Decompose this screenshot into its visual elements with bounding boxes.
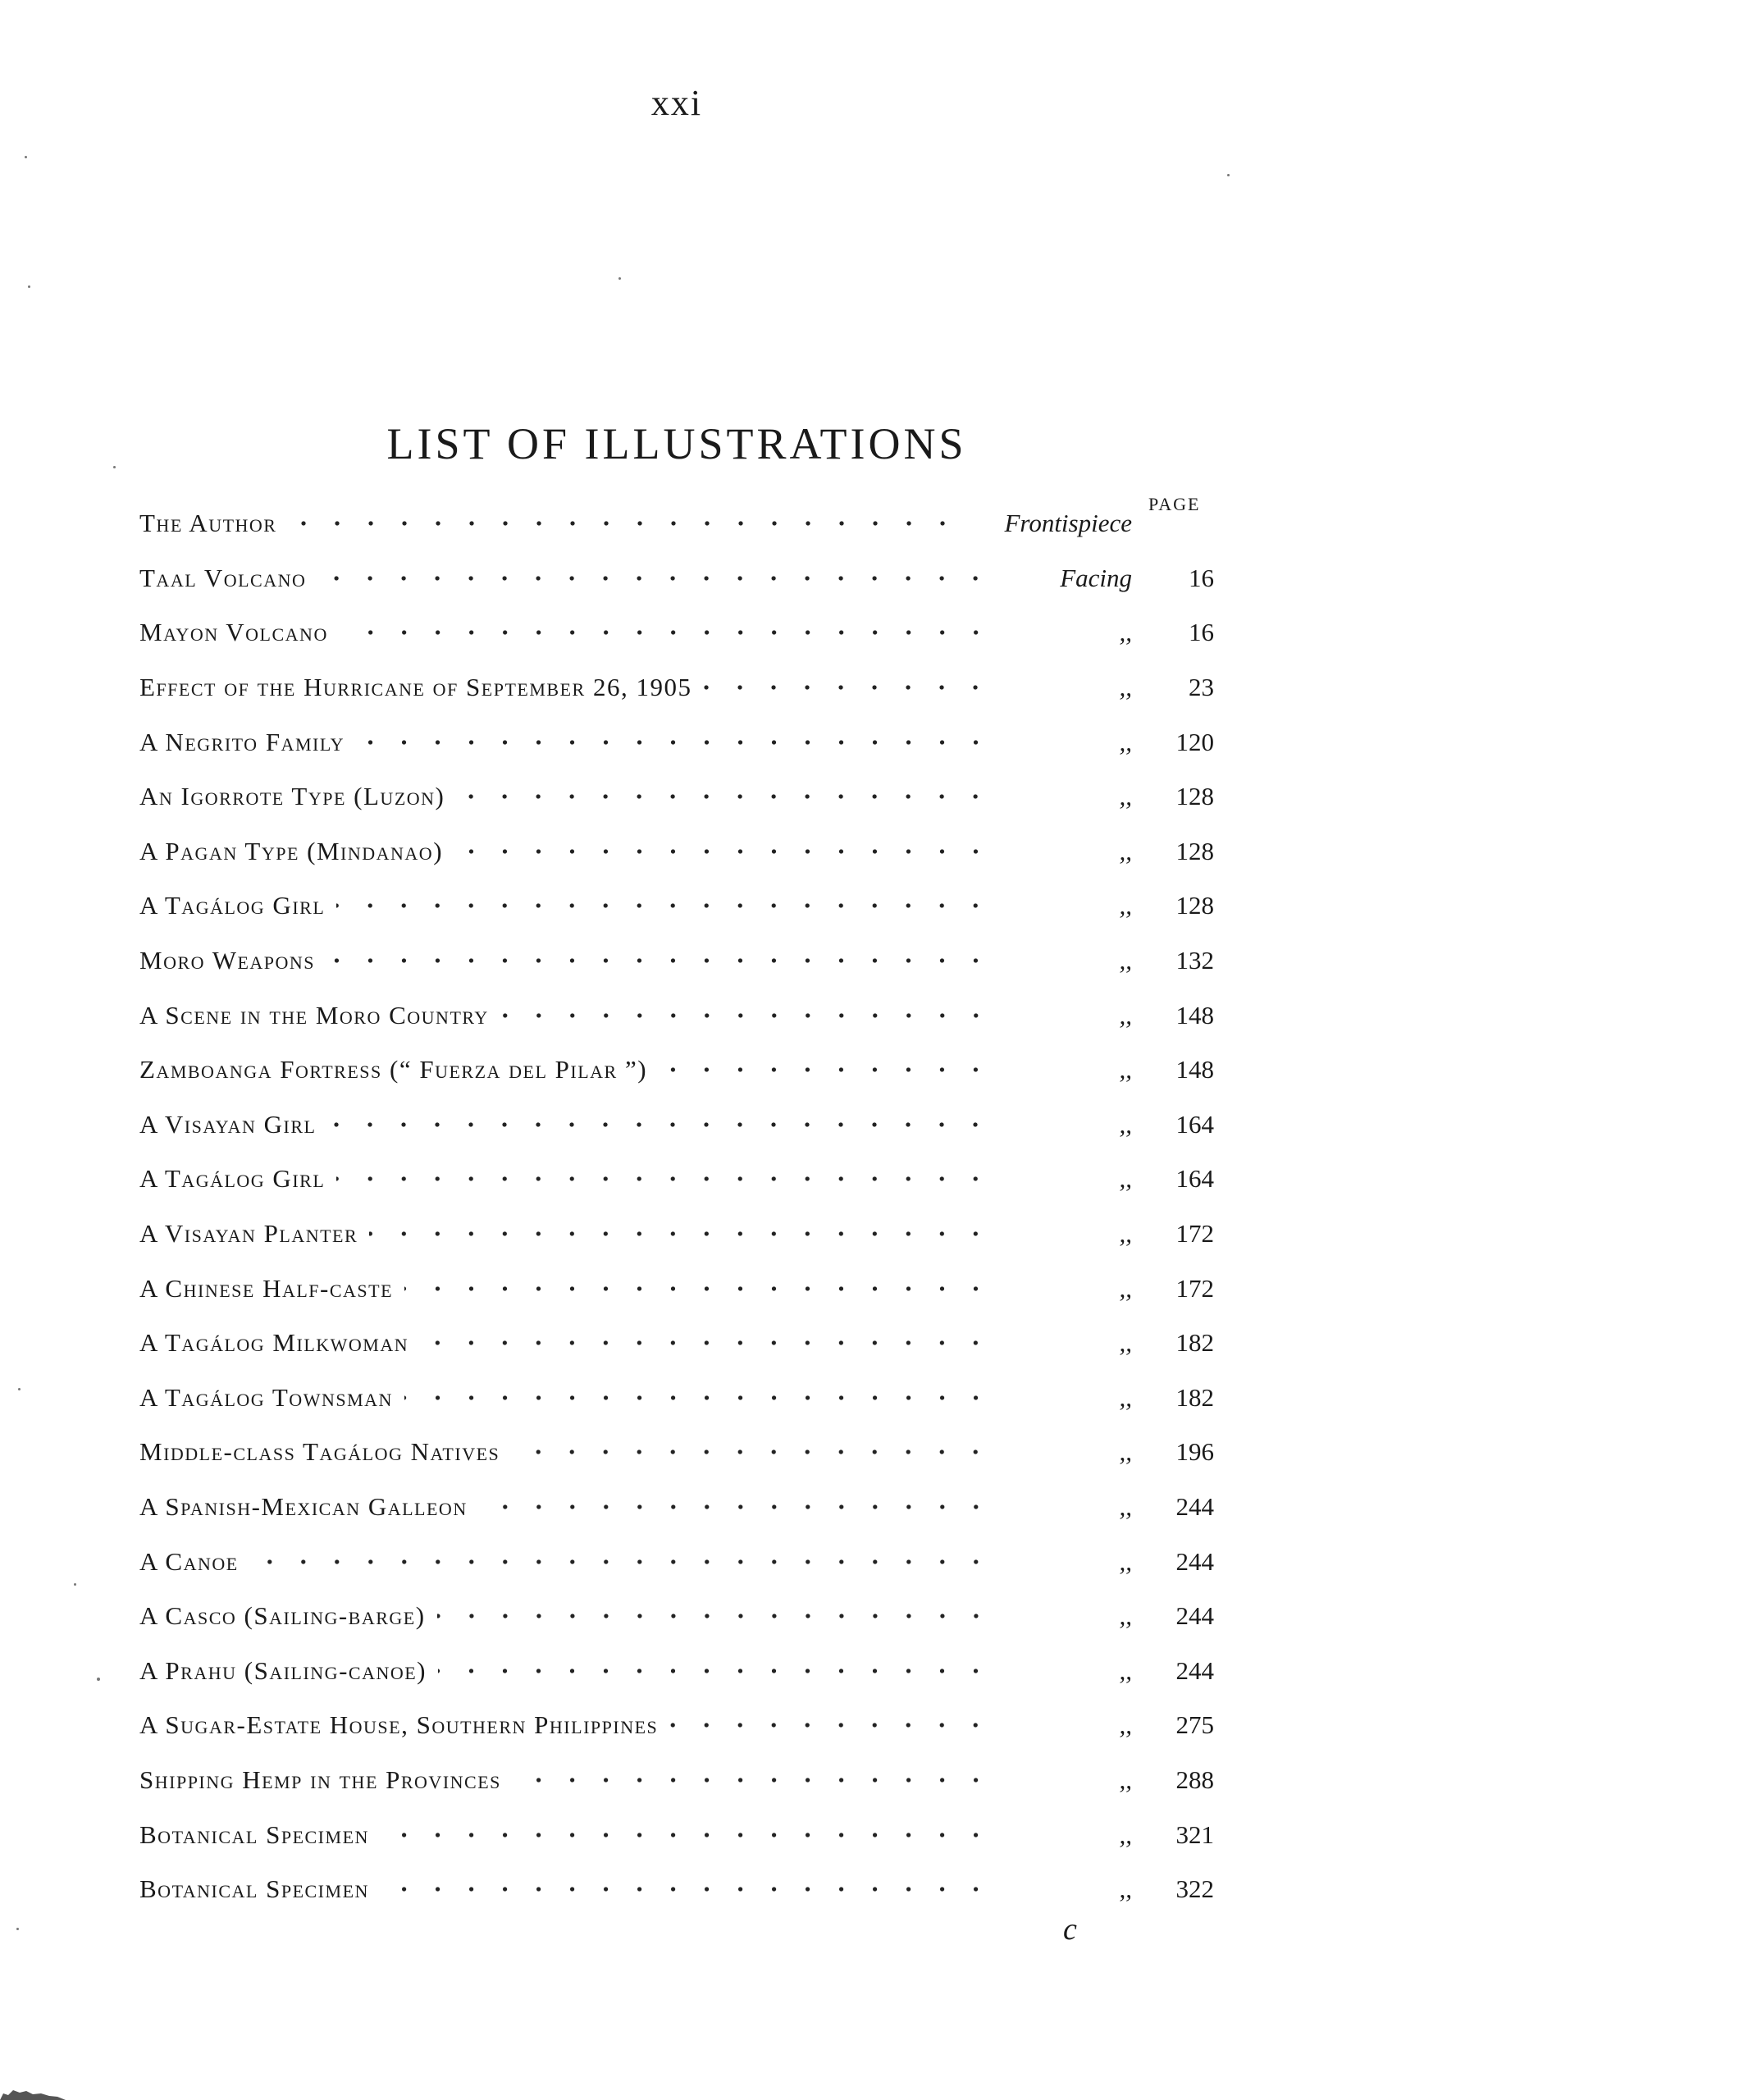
page-ref: 288 (1175, 1764, 1214, 1794)
scan-speck (28, 285, 30, 288)
page-ref: 23 (1189, 673, 1214, 702)
illustration-title: A Tagálog Girl (139, 1164, 326, 1194)
illustration-title: A Negrito Family (139, 727, 345, 756)
page-ref: 172 (1175, 1219, 1214, 1249)
plate-note: ,, (1119, 891, 1132, 920)
page-ref: 16 (1189, 563, 1214, 592)
list-item (139, 1589, 1214, 1644)
dot-leader (420, 1334, 993, 1352)
page-ref: 132 (1175, 946, 1214, 975)
plate-note: ,, (1119, 836, 1132, 865)
page-ref: 244 (1175, 1546, 1214, 1576)
illustration-title: Taal Volcano (139, 563, 307, 592)
plate-note: ,, (1119, 673, 1132, 702)
list-item (139, 1753, 1214, 1808)
page-ref: 128 (1175, 891, 1214, 920)
scan-speck (74, 1583, 76, 1586)
plate-note: ,, (1119, 782, 1132, 811)
list-item (139, 496, 1214, 551)
page-ref: 244 (1175, 1655, 1214, 1685)
page-ref: 148 (1175, 1055, 1214, 1084)
list-item (139, 1698, 1214, 1753)
scan-speck (618, 277, 621, 280)
page-column-header: PAGE (1148, 494, 1201, 514)
dot-leader (703, 678, 993, 696)
dot-leader (381, 1880, 993, 1898)
dot-leader (511, 1443, 993, 1461)
page-edge-scrap (0, 2084, 66, 2100)
illustration-title: Botanical Specimen (139, 1874, 369, 1904)
scan-speck (18, 1388, 21, 1390)
plate-note: ,, (1119, 727, 1132, 756)
page-ref: 128 (1175, 782, 1214, 811)
plate-note: ,, (1119, 1491, 1132, 1521)
plate-note: ,, (1119, 1546, 1132, 1576)
illustration-title: A Casco (Sailing-barge) (139, 1601, 426, 1631)
plate-note: ,, (1119, 1874, 1132, 1904)
list-item (139, 769, 1214, 824)
scan-speck (1227, 174, 1230, 176)
page-ref: 196 (1175, 1437, 1214, 1467)
illustration-title: Middle-class Tagálog Natives (139, 1437, 500, 1467)
illustration-title: A Sugar-Estate House, Southern Philippines (139, 1710, 659, 1740)
plate-note: ,, (1119, 1000, 1132, 1029)
plate-note: ,, (1119, 1655, 1132, 1685)
plate-note: Frontispiece (1004, 509, 1132, 538)
list-item (139, 1261, 1214, 1316)
list-item (139, 714, 1214, 769)
page-ref: 244 (1175, 1601, 1214, 1631)
illustration-title: A Spanish-Mexican Galleon (139, 1491, 468, 1521)
list-item (139, 934, 1214, 988)
page-ref: 182 (1175, 1328, 1214, 1358)
illustration-title: A Tagálog Girl (139, 891, 326, 920)
scan-speck (97, 1678, 100, 1681)
plate-note: ,, (1119, 1328, 1132, 1358)
list-item (139, 988, 1214, 1043)
dot-leader (513, 1771, 993, 1789)
list-item (139, 1480, 1214, 1535)
list-item (139, 1862, 1214, 1917)
page-ref: 164 (1175, 1109, 1214, 1139)
scan-speck (113, 466, 116, 468)
illustration-title: Zamboanga Fortress (“ Fuerza del Pilar ”) (139, 1055, 648, 1084)
list-item (139, 605, 1214, 660)
plate-note: ,, (1119, 1437, 1132, 1467)
page-number: xxi (650, 83, 703, 123)
page-ref: 172 (1175, 1273, 1214, 1303)
list-item (139, 1316, 1214, 1371)
illustration-title: Shipping Hemp in the Provinces (139, 1764, 501, 1794)
dot-leader (340, 623, 993, 641)
list-item (139, 551, 1214, 606)
plate-note: ,, (1119, 1219, 1132, 1249)
plate-note: ,, (1119, 1055, 1132, 1084)
dot-leader (404, 1389, 993, 1407)
illustration-title: A Tagálog Townsman (139, 1382, 393, 1412)
illustration-title: A Tagálog Milkwoman (139, 1328, 409, 1358)
illustration-title: A Canoe (139, 1546, 239, 1576)
plate-note: ,, (1119, 1601, 1132, 1631)
illustration-title: A Visayan Planter (139, 1219, 358, 1249)
list-item (139, 1643, 1214, 1698)
illustration-title: Effect of the Hurricane of September 26, 1905 (139, 673, 692, 702)
page-ref: 128 (1175, 836, 1214, 865)
dot-leader (669, 1716, 993, 1734)
dot-leader (336, 1170, 993, 1188)
page-ref: 164 (1175, 1164, 1214, 1194)
list-item (139, 1098, 1214, 1153)
scan-speck (25, 156, 27, 158)
list-item (139, 1043, 1214, 1098)
page-ref: 322 (1175, 1874, 1214, 1904)
dot-leader (288, 514, 960, 532)
illustration-title: A Prahu (Sailing-canoe) (139, 1655, 427, 1685)
list-item (139, 1534, 1214, 1589)
illustration-title: A Pagan Type (Mindanao) (139, 836, 444, 865)
dot-leader (438, 1662, 993, 1680)
page-ref: 16 (1189, 618, 1214, 647)
dot-leader (500, 1007, 993, 1025)
plate-note: ,, (1119, 1109, 1132, 1139)
dot-leader (356, 733, 993, 751)
dot-leader (404, 1280, 993, 1298)
page-ref: 244 (1175, 1491, 1214, 1521)
list-item (139, 879, 1214, 934)
page-ref: 148 (1175, 1000, 1214, 1029)
signature-mark: c (1063, 1912, 1077, 1947)
illustration-title: A Chinese Half-caste (139, 1273, 394, 1303)
dot-leader (317, 569, 993, 587)
page-ref: 321 (1175, 1819, 1214, 1849)
illustration-title: Botanical Specimen (139, 1819, 369, 1849)
page-title: LIST OF ILLUSTRATIONS (386, 419, 967, 468)
dot-leader (326, 952, 993, 970)
list-item (139, 1207, 1214, 1262)
list-item (139, 1371, 1214, 1426)
dot-leader (369, 1225, 993, 1243)
plate-note: Facing (1060, 563, 1132, 592)
plate-note: ,, (1119, 946, 1132, 975)
illustration-title: Mayon Volcano (139, 618, 328, 647)
plate-note: ,, (1119, 1710, 1132, 1740)
page-ref: 182 (1175, 1382, 1214, 1412)
illustrations-list (139, 496, 1214, 1916)
list-item (139, 1152, 1214, 1207)
dot-leader (479, 1498, 993, 1516)
plate-note: ,, (1119, 1764, 1132, 1794)
dot-leader (250, 1553, 993, 1571)
scan-speck (16, 1928, 19, 1930)
list-item (139, 1807, 1214, 1862)
plate-note: ,, (1119, 1273, 1132, 1303)
list-item (139, 660, 1214, 715)
list-item (139, 1425, 1214, 1480)
plate-note: ,, (1119, 1164, 1132, 1194)
dot-leader (437, 1607, 993, 1625)
illustration-title: An Igorrote Type (Luzon) (139, 782, 445, 811)
dot-leader (454, 842, 993, 861)
illustration-title: Moro Weapons (139, 946, 316, 975)
dot-leader (456, 788, 993, 806)
dot-leader (336, 897, 993, 915)
dot-leader (327, 1116, 993, 1134)
page-ref: 275 (1175, 1710, 1214, 1740)
page-ref: 120 (1175, 727, 1214, 756)
list-item (139, 824, 1214, 879)
dot-leader (381, 1826, 993, 1844)
plate-note: ,, (1119, 1819, 1132, 1849)
plate-note: ,, (1119, 1382, 1132, 1412)
dot-leader (659, 1061, 993, 1079)
illustration-title: A Scene in the Moro Country (139, 1000, 489, 1029)
illustration-title: The Author (139, 509, 277, 538)
illustration-title: A Visayan Girl (139, 1109, 317, 1139)
plate-note: ,, (1119, 618, 1132, 647)
